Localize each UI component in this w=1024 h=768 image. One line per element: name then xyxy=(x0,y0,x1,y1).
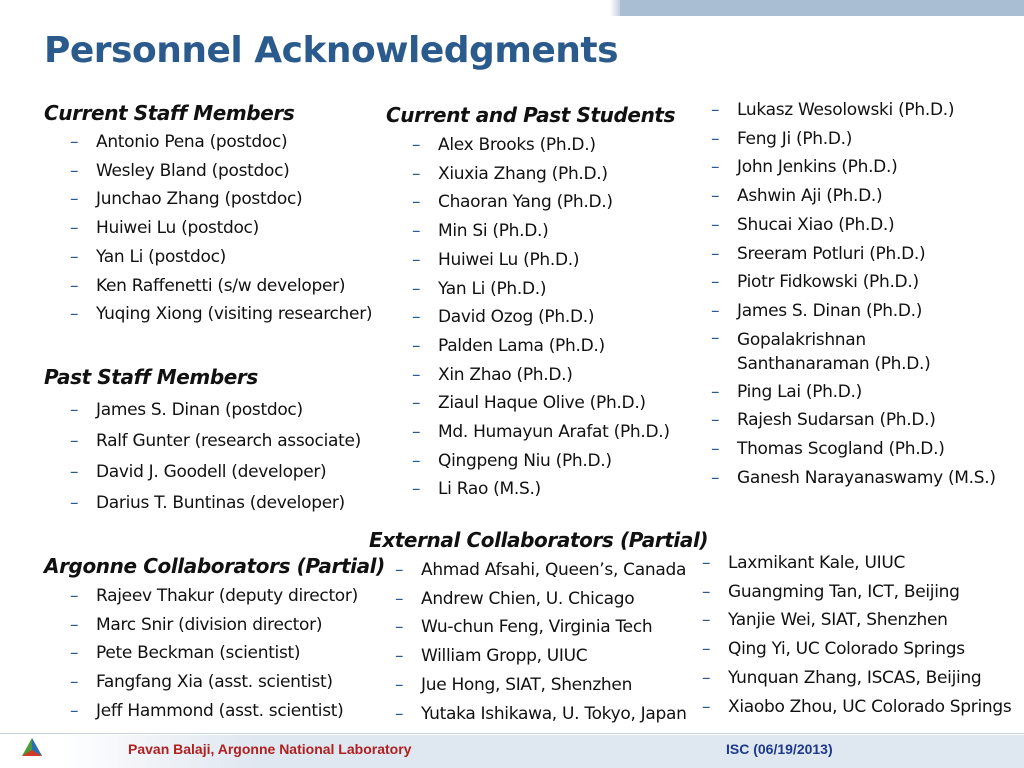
list-item: – Ahmad Afsahi, Queen’s, Canada xyxy=(395,556,687,585)
past-staff-list xyxy=(70,395,361,519)
list-item: – Qingpeng Niu (Ph.D.) xyxy=(412,447,670,476)
top-decor-bar xyxy=(620,0,1024,16)
list-item: – Feng Ji (Ph.D.) xyxy=(711,125,1001,154)
list-item: – Xin Zhao (Ph.D.) xyxy=(412,361,670,390)
students-list-1 xyxy=(412,131,670,504)
list-item: – Junchao Zhang (postdoc) xyxy=(70,185,372,214)
list-item: – Ganesh Narayanaswamy (M.S.) xyxy=(711,464,1001,493)
list-item: – Yan Li (postdoc) xyxy=(70,243,372,272)
current-staff-list xyxy=(70,128,372,329)
list-item: – Lukasz Wesolowski (Ph.D.) xyxy=(711,96,1001,125)
list-item: – Fangfang Xia (asst. scientist) xyxy=(70,668,358,697)
list-item: – Jue Hong, SIAT, Shenzhen xyxy=(395,671,687,700)
students-list-2 xyxy=(711,96,1001,492)
list-item: – Rajesh Sudarsan (Ph.D.) xyxy=(711,406,1001,435)
argonne-collaborators-list xyxy=(70,582,358,726)
list-item: – Ralf Gunter (research associate) xyxy=(70,426,361,457)
list-item: – David Ozog (Ph.D.) xyxy=(412,303,670,332)
list-item: – Huiwei Lu (Ph.D.) xyxy=(412,246,670,275)
list-item: – Andrew Chien, U. Chicago xyxy=(395,585,687,614)
external-collaborators-list-2 xyxy=(702,549,1011,721)
argonne-collaborators-heading: Argonne Collaborators (Partial) xyxy=(44,554,385,578)
list-item: – Piotr Fidkowski (Ph.D.) xyxy=(711,268,1001,297)
list-item: – Chaoran Yang (Ph.D.) xyxy=(412,188,670,217)
footer-presenter: Pavan Balaji, Argonne National Laboratory xyxy=(128,741,412,757)
argonne-logo-icon xyxy=(20,736,44,760)
list-item: – Gopalakrishnan Santhanaraman (Ph.D.) xyxy=(711,326,961,378)
list-item: – James S. Dinan (postdoc) xyxy=(70,395,361,426)
list-item: – Rajeev Thakur (deputy director) xyxy=(70,582,358,611)
list-item: – Guangming Tan, ICT, Beijing xyxy=(702,578,1011,607)
footer-divider xyxy=(0,733,1024,734)
list-item: – Xiaobo Zhou, UC Colorado Springs xyxy=(702,693,1011,722)
list-item: – Sreeram Potluri (Ph.D.) xyxy=(711,240,1001,269)
list-item: – Palden Lama (Ph.D.) xyxy=(412,332,670,361)
list-item: – William Gropp, UIUC xyxy=(395,642,687,671)
list-item: – Xiuxia Zhang (Ph.D.) xyxy=(412,160,670,189)
list-item: – Marc Snir (division director) xyxy=(70,611,358,640)
page-title: Personnel Acknowledgments xyxy=(44,30,619,71)
list-item: – John Jenkins (Ph.D.) xyxy=(711,153,1001,182)
list-item: – David J. Goodell (developer) xyxy=(70,457,361,488)
students-heading: Current and Past Students xyxy=(386,103,676,127)
list-item: – Alex Brooks (Ph.D.) xyxy=(412,131,670,160)
footer-conference: ISC (06/19/2013) xyxy=(726,741,833,757)
list-item: – Yunquan Zhang, ISCAS, Beijing xyxy=(702,664,1011,693)
list-item: – Ashwin Aji (Ph.D.) xyxy=(711,182,1001,211)
list-item: – Wu-chun Feng, Virginia Tech xyxy=(395,613,687,642)
list-item: – Ken Raffenetti (s/w developer) xyxy=(70,272,372,301)
list-item: – Yuqing Xiong (visiting researcher) xyxy=(70,300,372,329)
current-staff-heading: Current Staff Members xyxy=(44,101,295,125)
external-collaborators-heading: External Collaborators (Partial) xyxy=(369,528,709,552)
list-item: – Huiwei Lu (postdoc) xyxy=(70,214,372,243)
list-item: – Jeff Hammond (asst. scientist) xyxy=(70,697,358,726)
list-item: – Ping Lai (Ph.D.) xyxy=(711,378,1001,407)
list-item: – Pete Beckman (scientist) xyxy=(70,639,358,668)
list-item: – Laxmikant Kale, UIUC xyxy=(702,549,1011,578)
list-item: – Md. Humayun Arafat (Ph.D.) xyxy=(412,418,670,447)
list-item: – Li Rao (M.S.) xyxy=(412,475,670,504)
list-item: – Yutaka Ishikawa, U. Tokyo, Japan xyxy=(395,700,687,729)
list-item: – Antonio Pena (postdoc) xyxy=(70,128,372,157)
list-item: – Darius T. Buntinas (developer) xyxy=(70,488,361,519)
list-item: – Yanjie Wei, SIAT, Shenzhen xyxy=(702,606,1011,635)
list-item: – Thomas Scogland (Ph.D.) xyxy=(711,435,1001,464)
list-item: – Wesley Bland (postdoc) xyxy=(70,157,372,186)
list-item: – James S. Dinan (Ph.D.) xyxy=(711,297,1001,326)
external-collaborators-list-1 xyxy=(395,556,687,728)
list-item: – Ziaul Haque Olive (Ph.D.) xyxy=(412,389,670,418)
list-item: – Qing Yi, UC Colorado Springs xyxy=(702,635,1011,664)
past-staff-heading: Past Staff Members xyxy=(44,365,258,389)
list-item: – Min Si (Ph.D.) xyxy=(412,217,670,246)
list-item: – Yan Li (Ph.D.) xyxy=(412,275,670,304)
list-item: – Shucai Xiao (Ph.D.) xyxy=(711,211,1001,240)
